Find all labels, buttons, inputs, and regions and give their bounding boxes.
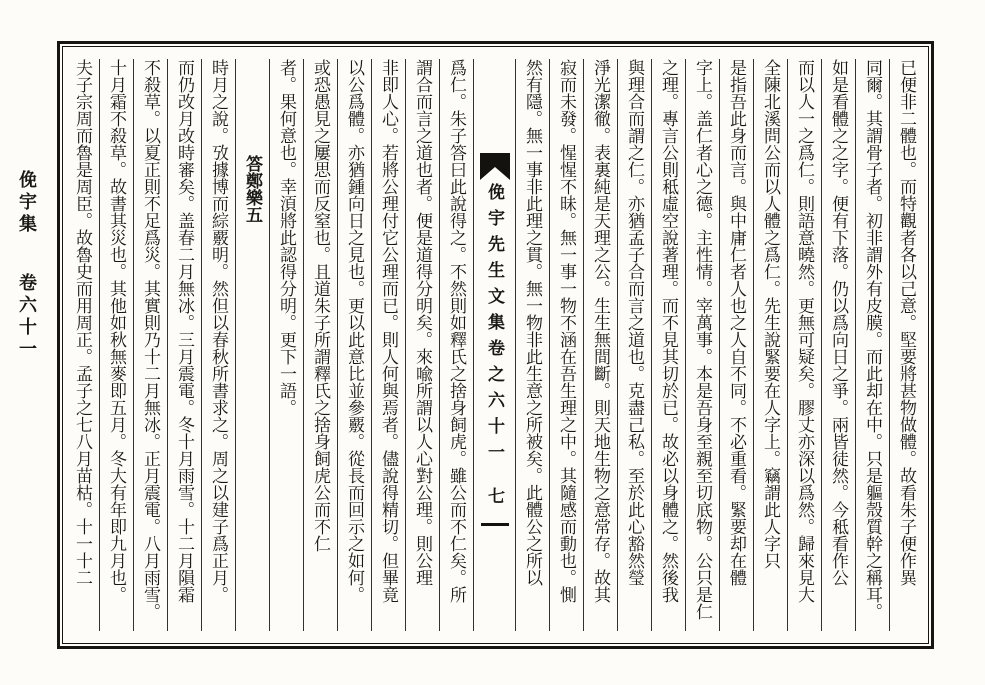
text-column: 之理。專言公則秪虛空說著理。而不見其切於已。故必以身體之。然後我 [651, 59, 685, 631]
page-frame-inner [62, 46, 929, 644]
text-column: 然有隱。無一事非此理之貫。無一物非此生意之所被矣。此體公之所以 [515, 59, 549, 631]
text-column: 而以人一之爲仁。則語意曉然。更無可疑矣。膠丈亦深以爲然。歸來見大 [787, 59, 821, 631]
text-column: 字上。盖仁者心之德。主性情。宰萬事。本是吾身至親至切底物。公只是仁 [685, 59, 719, 631]
fishtail-mark-icon [480, 153, 510, 180]
text-column: 如是看體之之字。便有下落。仍以爲向日之爭。兩皆徒然。今秪看作公 [821, 59, 855, 631]
text-column: 與理合而謂之仁。亦猶孟子合而言之道也。克盡己私。至於此心豁然瑩 [617, 59, 651, 631]
page-frame [57, 41, 934, 649]
text-column: 以公爲體。亦猶鍾向日之見也。更以此意比並參覈。從長而回示之如何。 [337, 59, 371, 631]
text-column: 淨光潔徹。表裏純是天理之公。生生無間斷。則天地生物之意常存。故其 [583, 59, 617, 631]
text-column: 同爾。其謂骨子者。初非謂外有皮膜。而此却在中。只是軀殼質幹之稱耳。 [855, 59, 889, 631]
running-title: 俛宇先生文集卷之六十一 [485, 183, 504, 469]
text-column: 爲仁。朱子答曰此說得之。不然則如釋氏之捨身飼虎。雖公而不仁矣。所 [439, 59, 473, 631]
text-column: 謂合而言之道也者。便是道得分明矣。來喩所謂以人心對公理。則公理 [405, 59, 439, 631]
spine-caption [14, 170, 40, 361]
text-column: 夫子宗周而魯是周臣。故魯史而用周正。孟子之七八月苗枯。十一十二 [73, 59, 92, 586]
text-column: 全陳北溪問公而以人體之爲仁。先生說緊要在人字上。竊謂此人字只 [753, 59, 787, 631]
text-column: 而仍改月改時審矣。盖春二月無冰。三月震電。冬十月雨雪。十二月隕霜 [167, 59, 201, 631]
spine-collection-title: 俛宇集 [17, 170, 37, 236]
text-column: 是指吾此身而言。與中庸仁者人也之人自不同。不必重看。緊要却在體 [719, 59, 753, 631]
folio-rule [481, 523, 509, 526]
folio-number: 七 [485, 487, 504, 504]
text-column: 已便非二體也。而特觀者各以己意。堅要將甚物做體。故看朱子便作異 [889, 59, 923, 631]
section-heading: 答鄭樂五 [235, 59, 269, 631]
text-column: 非即人心。若將公理付它公理而已。則人何與焉者。儘說得精切。但畢竟 [371, 59, 405, 631]
center-column [473, 59, 515, 631]
text-column: 十月霜不殺草。故書其災也。其他如秋無麥即五月。冬大有年即九月也。 [99, 59, 133, 631]
text-column: 寂而未發。惺惺不昧。無一事一物不涵在吾生理之中。其隨感而動也。惻 [549, 59, 583, 631]
spine-volume-label: 卷六十一 [17, 272, 37, 361]
text-column: 或恐愚見之屢思而反窒也。且道朱子所謂釋氏之捨身飼虎公而不仁 [303, 59, 337, 631]
text-column: 不殺草。以夏正則不足爲災。其實則乃十二月無冰。正月震電。八月雨雪。 [133, 59, 167, 631]
text-column: 者。果何意也。幸湏將此認得分明。更下一語。 [269, 59, 303, 631]
text-grid [63, 47, 928, 643]
text-column: 時月之說。攷據博而綜覈明。然但以春秋所書求之。周之以建子爲正月。 [201, 59, 235, 631]
